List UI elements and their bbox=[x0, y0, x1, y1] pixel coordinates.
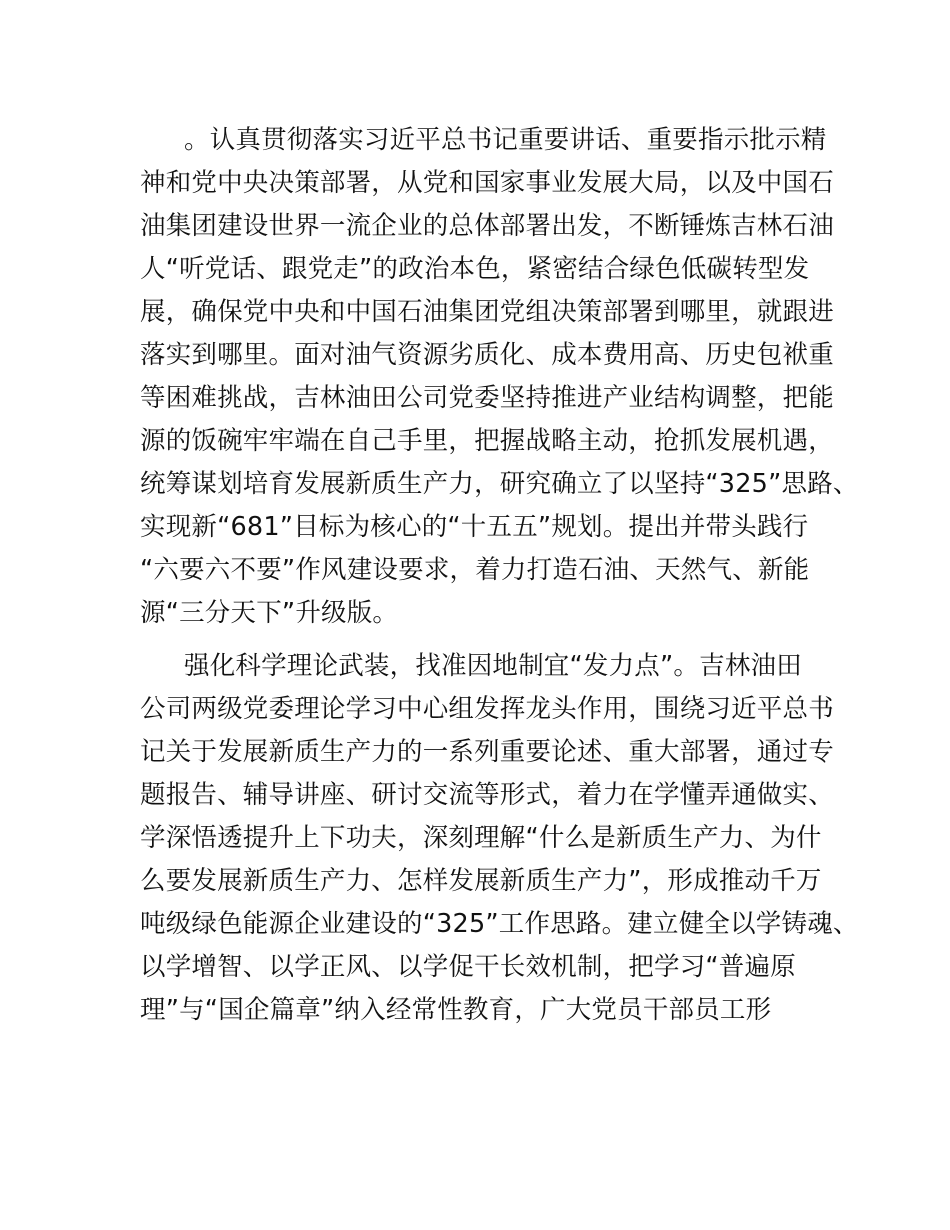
text-line: 落实到哪里。面对油气资源劣质化、成本费用高、历史包袱重 bbox=[140, 340, 834, 370]
text-line: 等困难挑战，吉林油田公司党委坚持推进产业结构调整，把能 bbox=[140, 383, 834, 413]
text-line: 公司两级党委理论学习中心组发挥龙头作用，围绕习近平总书 bbox=[140, 694, 834, 724]
paragraph-1 bbox=[140, 119, 860, 635]
text-line: 题报告、辅导讲座、研讨交流等形式，着力在学懂弄通做实、 bbox=[140, 780, 834, 810]
text-line: 么要发展新质生产力、怎样发展新质生产力”，形成推动千万 bbox=[140, 866, 822, 896]
paragraph-2 bbox=[140, 645, 860, 1032]
text-line: 理”与“国企篇章”纳入经常性教育，广大党员干部员工形 bbox=[140, 995, 772, 1025]
text-line: 记关于发展新质生产力的一系列重要论述、重大部署，通过专 bbox=[140, 737, 834, 767]
text-line: 统筹谋划培育发展新质生产力，研究确立了以坚持“325”思路、 bbox=[140, 469, 859, 499]
text-line: 实现新“681”目标为核心的“十五五”规划。提出并带头践行 bbox=[140, 512, 809, 542]
text-line: 源的饭碗牢牢端在自己手里，把握战略主动，抢抓发展机遇， bbox=[140, 426, 834, 456]
text-line: 以学增智、以学正风、以学促干长效机制，把学习“普遍原 bbox=[140, 952, 796, 982]
text-line: 神和党中央决策部署，从党和国家事业发展大局，以及中国石 bbox=[140, 168, 834, 198]
text-line: 人“听党话、跟党走”的政治本色，紧密结合绿色低碳转型发 bbox=[140, 254, 810, 284]
text-line: 展，确保党中央和中国石油集团党组决策部署到哪里，就跟进 bbox=[140, 297, 834, 327]
text-line: 吨级绿色能源企业建设的“325”工作思路。建立健全以学铸魂、 bbox=[140, 909, 859, 939]
text-line: 源“三分天下”升级版。 bbox=[140, 598, 399, 628]
text-line: 。认真贯彻落实习近平总书记重要讲话、重要指示批示精 bbox=[184, 125, 827, 155]
text-line: “六要六不要”作风建设要求，着力打造石油、天然气、新能 bbox=[140, 555, 810, 585]
text-line: 强化科学理论武装，找准因地制宜“发力点”。吉林油田 bbox=[184, 651, 802, 681]
text-line: 油集团建设世界一流企业的总体部署出发，不断锤炼吉林石油 bbox=[140, 211, 834, 241]
text-line: 学深悟透提升上下功夫，深刻理解“什么是新质生产力、为什 bbox=[140, 823, 822, 853]
